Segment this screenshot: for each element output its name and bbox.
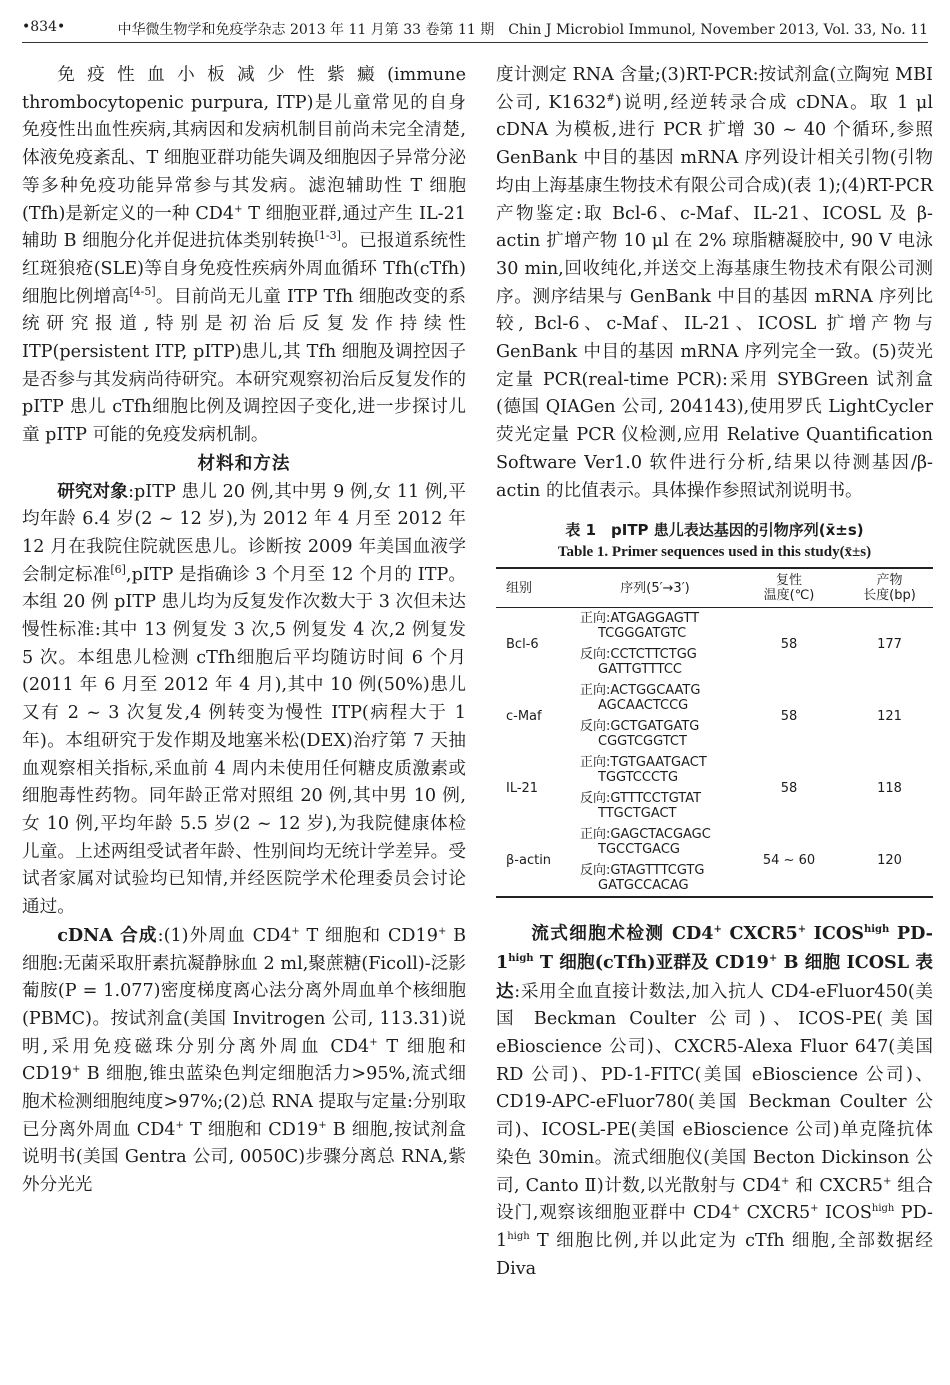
section-heading: 材料和方法 (197, 452, 291, 474)
table-row (496, 752, 933, 788)
table-row (496, 680, 933, 716)
journal-citation: 中华微生物学和免疫学杂志 2013 年 11 月第 33 卷第 11 期 Chin J Microbiol Immunol, November 2013, Vol. 33, No. 11 (117, 22, 928, 38)
citation: [6] (110, 562, 126, 576)
methods-continued-paragraph: 度计测定 RNA 含量;(3)RT-PCR:按试剂盒(立陶宛 MBI 公司, K1632#)说明,经逆转录合成 cDNA。取 1 μl cDNA 为模板,进行 PCR 扩增 30 ~ 40 个循环,参照 GenBank 中目的基因 mRNA 序列设计相关引物(引物均由上海基康生物技术有限公司合成)(表 1);(4)RT-PCR 产物鉴定:取 Bcl-6、c-Maf、IL-21、ICOSL 及 β-actin 扩增产物 10 μl 在 2% 琼脂糖凝胶中, 90 V 电泳 30 min,回收纯化,并送交上海基康生物技术有限公司测序。测序结果与 GenBank 中目的基因 mRNA 序列比较, Bcl-6、c-Maf、IL-21、ICOSL 扩增产物与 GenBank 中目的基因 mRNA 序列完全一致。(5)荧光定量 PCR(real-time PCR):采用 SYBGreen 试剂盒(德国 QIAGen 公司, 204143),使用罗氏 LightCycler 荧光定量 PCR 仪检测,应用 Relative Quantification Software Ver1.0 软件进行分析,结果以待测基因/β-actin 的比值表示。具体操作参照试剂说明书。 (496, 65, 933, 501)
col-header-annealing-temp: 复性 温度(℃) (763, 573, 815, 604)
cell-annealing-temp: 58 (780, 780, 798, 796)
cell-group: Bcl-6 (506, 636, 539, 652)
cell-product-length: 121 (877, 708, 902, 724)
subjects-paragraph: 研究对象:pITP 患儿 20 例,其中男 9 例,女 11 例,平均年龄 6.4 岁(2 ~ 12 岁),为 2012 年 4 月至 2012 年 12 月在我院住院就医患儿。诊断按 2009 年美国血液学会制定标准[6],pITP 是指确诊 3 个月至 12 个月的 ITP。本组 20 例 pITP 患儿均为反复发作次数大于 3 次但未达慢性标准:其中 13 例复发 3 次,5 例复发 4 次,2 例复发 5 次。本组患儿检测 cTfh细胞后平均随访时间 6 个月(2011 年 6 月至 2012 年 4 月),其中 10 例(50%)患儿又有 2 ~ 3 次复发,4 例转变为慢性 ITP(病程大于 1 年)。本组研究于发作期及地塞米松(DEX)治疗第 7 天抽血观察相关指标,采血前 4 周内未使用任何糖皮质激素或细胞毒性药物。同年龄正常对照组 20 例,其中男 10 例,女 10 例,平均年龄 5.5 岁(2 ~ 12 岁),为我院健康体检儿童。上述两组受试者年龄、性别间均无统计学差异。受试者家属对试验均已知情,并经医院学术伦理委员会讨论通过。 (22, 480, 466, 918)
col-header-sequence: 序列(5′→3′) (620, 580, 690, 596)
runin-heading: 研究对象 (57, 480, 129, 502)
cell-forward-primer: 正向:GAGCTACGAGC TGCCTGACG (580, 827, 711, 858)
cell-group: c-Maf (506, 708, 542, 724)
cell-annealing-temp: 58 (780, 708, 798, 724)
page-number: •834• (22, 19, 66, 35)
cell-annealing-temp: 58 (780, 636, 798, 652)
cell-reverse-primer: 反向:GTTTCCTGTAT TTGCTGACT (580, 791, 702, 822)
cell-product-length: 177 (877, 636, 902, 652)
cell-product-length: 118 (877, 780, 902, 796)
left-column (22, 62, 466, 1200)
runin-heading: cDNA 合成 (57, 924, 158, 946)
table-row (496, 608, 933, 645)
cell-forward-primer: 正向:ACTGGCAATG AGCAACTCCG (580, 683, 701, 714)
cell-reverse-primer: 反向:CCTCTTCTGG GATTGTTTCC (580, 647, 697, 678)
cell-reverse-primer: 反向:GTAGTTTCGTG GATGCCACAG (580, 863, 705, 894)
runin-heading: 流式细胞术检测 CD4+ CXCR5+ $ICOS^{high}$ $PD-1^{high}$ T 细胞(cTfh)亚群及 CD19+ B 细胞 ICOSL 表达 (496, 923, 933, 1002)
running-header (22, 16, 928, 43)
citation: [1-3] (314, 229, 341, 243)
table-row (496, 824, 933, 860)
intro-paragraph: 免疫性血小板减少性紫癜(immune thrombocytopenic purpura, ITP)是儿童常见的自身免疫性出血性疾病,其病因和发病机制目前尚未完全清楚,体液免疫紊乱、T 细胞亚群功能失调及细胞因子异常分泌等多种免疫功能异常参与其发病。滤泡辅助性 T 细胞(Tfh)是新定义的一种 CD4+ T 细胞亚群,通过产生 IL-21 辅助 B 细胞分化并促进抗体类别转换[1-3]。已报道系统性红斑狼疮(SLE)等自身免疫性疾病外周血循环 Tfh(cTfh)细胞比例增高[4-5]。目前尚无儿童 ITP Tfh 细胞改变的系统研究报道,特别是初治后反复发作持续性 ITP(persistent ITP, pITP)患儿,其 Tfh 细胞及调控因子是否参与其发病尚待研究。本研究观察初治后反复发作的 pITP 患儿 cTfh细胞比例及调控因子变化,进一步探讨儿童 pITP 可能的免疫发病机制。 (22, 65, 466, 446)
table-title-cn: 表 1 pITP 患儿表达基因的引物序列(x̄±s) (565, 521, 864, 540)
flow-cytometry-paragraph: 流式细胞术检测 CD4+ CXCR5+ $ICOS^{high}$ $PD-1^{high}$ T 细胞(cTfh)亚群及 CD19+ B 细胞 ICOSL 表达:采用全血直接计数法,加入抗人 CD4-eFluor450(美国 Beckman Coulter 公司)、ICOS-PE(美国 eBioscience 公司)、CXCR5-Alexa Fluor 647(美国 RD 公司)、PD-1-FITC(美国 eBioscience 公司)、CD19-APC-eFluor780(美国 Beckman Coulter 公司)、ICOSL-PE(美国 eBioscience 公司)单克隆抗体染色 30min。流式细胞仪(美国 Becton Dickinson 公司, Canto Ⅱ)计数,以光散射与 CD4+ 和 CXCR5+ 组合设门,观察该细胞亚群中 CD4+ CXCR5+ $ICOS^{high}$ $PD-1^{high}$ T 细胞比例,并以此定为 cTfh 细胞,全部数据经 Diva (496, 923, 934, 1279)
right-column (496, 62, 933, 1283)
table-header-row (496, 568, 933, 608)
cell-group: IL-21 (506, 780, 539, 796)
cell-forward-primer: 正向:TGTGAATGACT TGGTCCCTG (580, 755, 707, 786)
primer-table (496, 567, 933, 898)
cell-reverse-primer: 反向:GCTGATGATG CGGTCGGTCT (580, 719, 700, 750)
cell-forward-primer: 正向:ATGAGGAGTT TCGGGATGTC (580, 611, 700, 642)
cell-group: β-actin (506, 852, 552, 868)
table-title-en: Table 1. Primer sequences used in this study(x̄±s) (557, 544, 872, 561)
col-header-group: 组别 (506, 580, 533, 596)
citation: [4-5] (129, 284, 156, 298)
cell-product-length: 120 (877, 852, 902, 868)
cell-annealing-temp: 54 ~ 60 (762, 852, 816, 868)
col-header-product-length: 产物 长度(bp) (863, 573, 916, 604)
cdna-paragraph: cDNA 合成:(1)外周血 CD4+ T 细胞和 CD19+ B 细胞:无菌采取肝素抗凝静脉血 2 ml,聚蔗糖(Ficoll)-泛影葡胺(P = 1.077)密度梯度离心法分离外周血单个核细胞(PBMC)。按试剂盒(美国 Invitrogen 公司, 113.31)说明,采用免疫磁珠分别分离外周血 CD4+ T 细胞和 CD19+ B 细胞,锥虫蓝染色判定细胞活力>95%,流式细胞术检测细胞纯度>97%;(2)总 RNA 提取与定量:分别取已分离外周血 CD4+ T 细胞和 CD19+ B 细胞,按试剂盒说明书(美国 Gentra 公司, 0050C)步骤分离总 RNA,紫外分光光 (22, 924, 467, 1196)
